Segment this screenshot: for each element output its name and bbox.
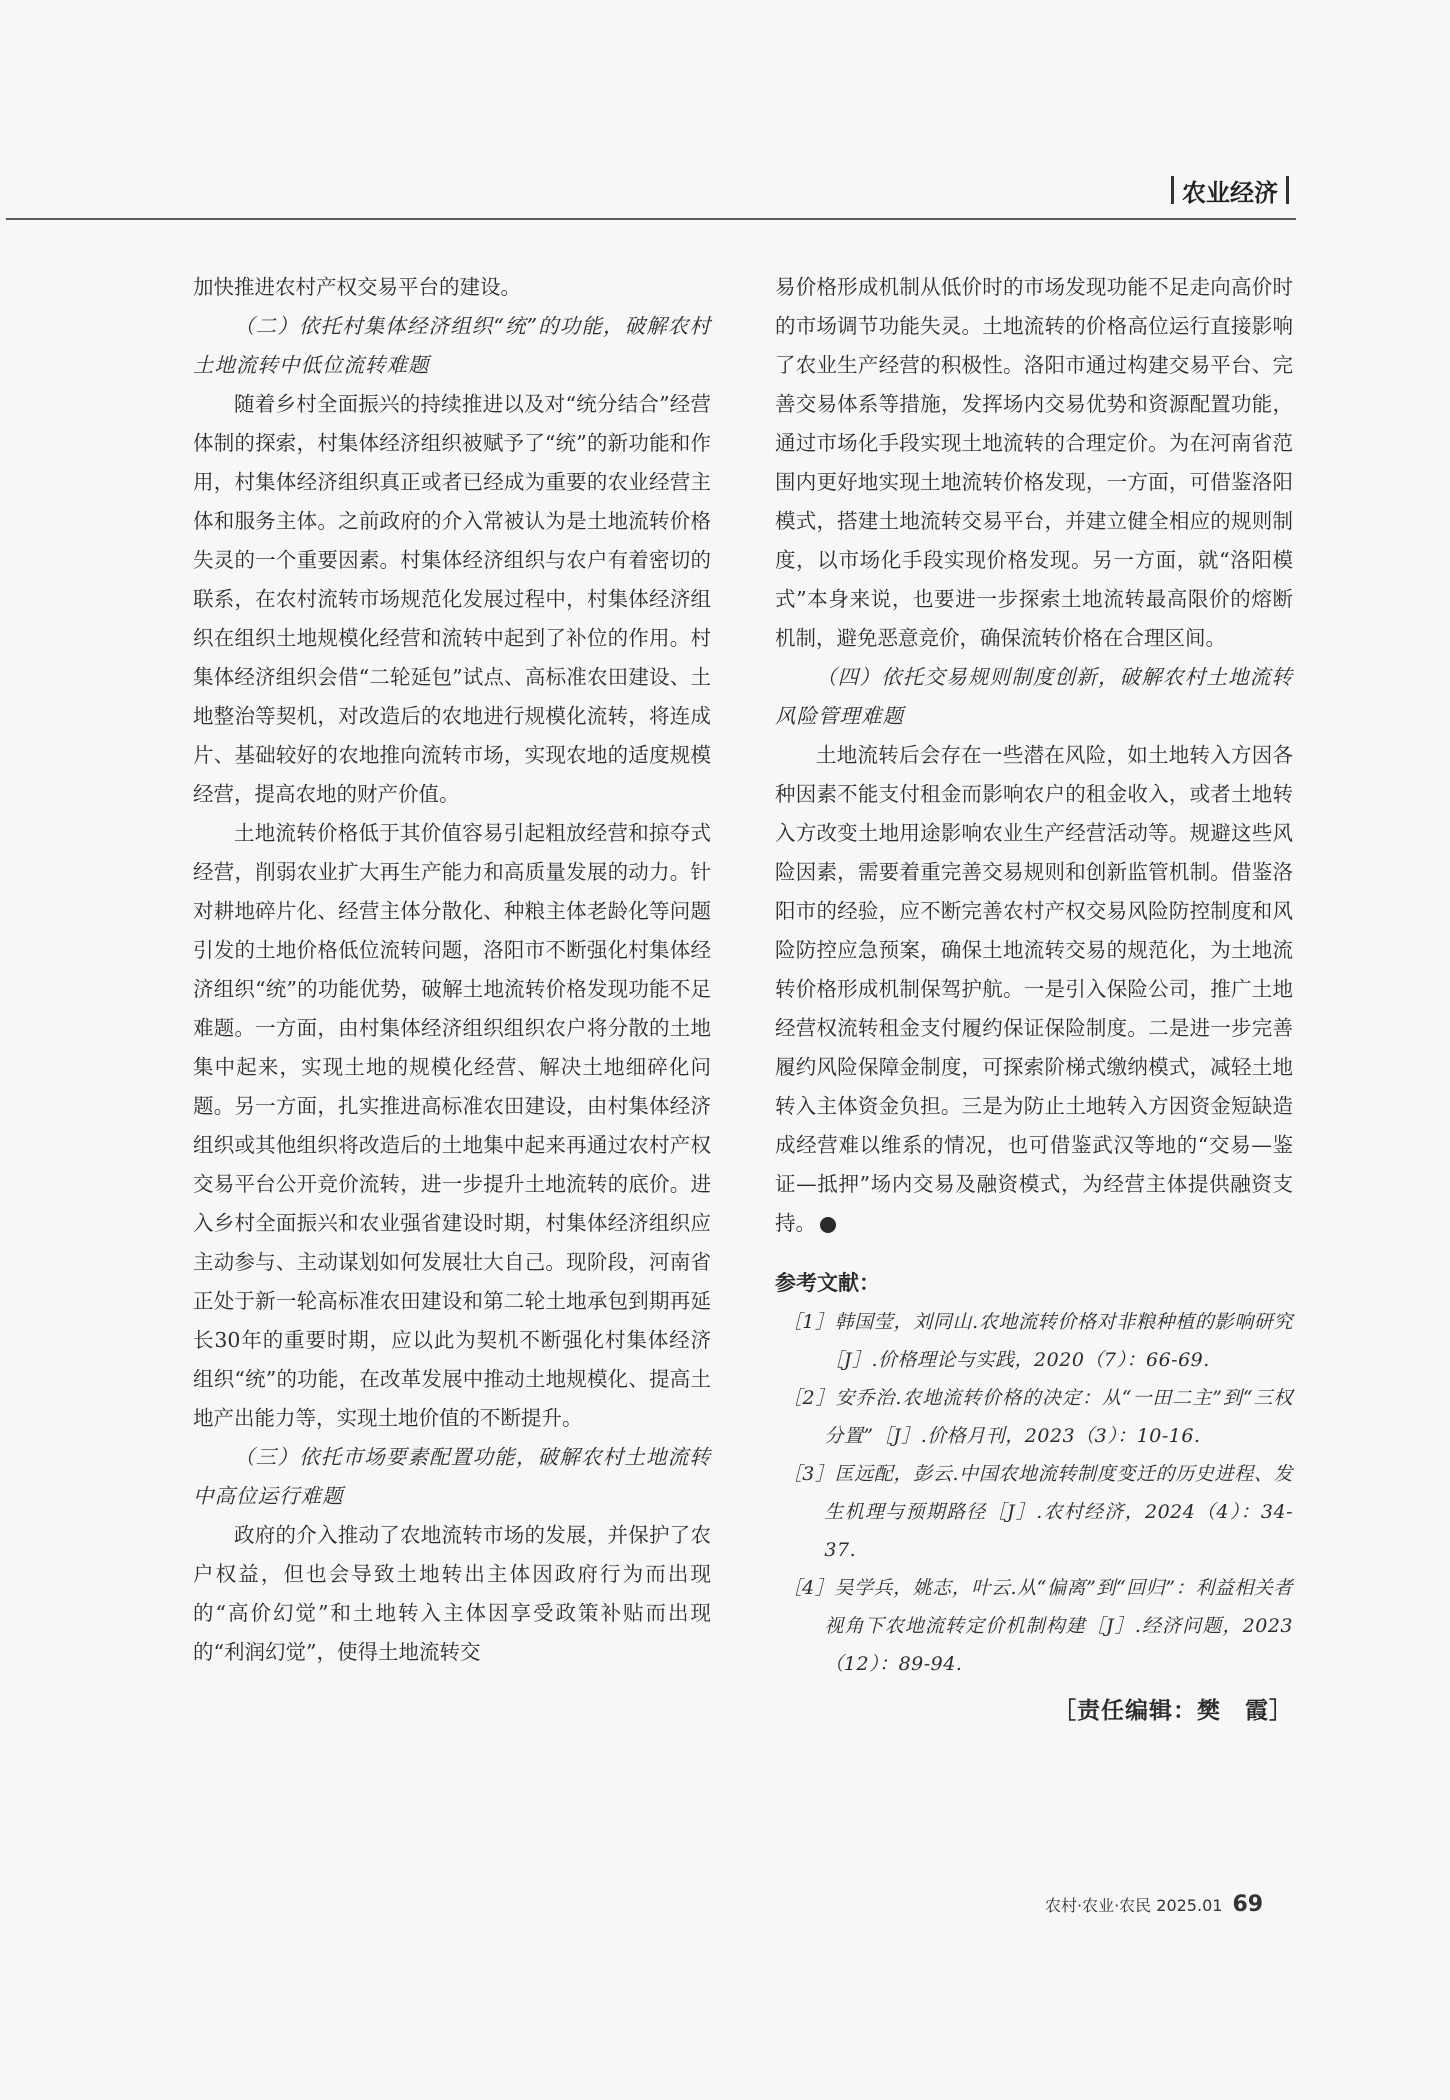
paragraph: 土地流转价格低于其价值容易引起粗放经营和掠夺式经营，削弱农业扩大再生产能力和高质量发展的动力。针对耕地碎片化、经营主体分散化、种粮主体老龄化等问题引发的土地价格低位流转问题，洛阳市不断强化村集体经济组织“统”的功能优势，破解土地流转价格发现功能不足难题。一方面，由村集体经济组织组织农户将分散的土地集中起来，实现土地的规模化经营、解决土地细碎化问题。另一方面，扎实推进高标准农田建设，由村集体经济组织或其他组织将改造后的土地集中起来再通过农村产权交易平台公开竞价流转，进一步提升土地流转的底价。进入乡村全面振兴和农业强省建设时期，村集体经济组织应主动参与、主动谋划如何发展壮大自己。现阶段，河南省正处于新一轮高标准农田建设和第二轮土地承包到期再延长30年的重要时期，应以此为契机不断强化村集体经济组织“统”的功能，在改革发展中推动土地规模化、提高土地产出能力等，实现土地价值的不断提升。: [193, 821, 711, 1430]
references-title: 参考文献：: [775, 1271, 880, 1295]
page-number: 69: [1232, 1892, 1264, 1917]
section-heading-2: （二）依托村集体经济组织“统”的功能，破解农村土地流转中低位流转难题: [193, 314, 711, 377]
journal-name: 农村·农业·农民 2025.01: [1045, 1896, 1223, 1915]
section-heading-3: （三）依托市场要素配置功能，破解农村土地流转中高位运行难题: [193, 1445, 711, 1508]
header-rule: [6, 218, 1296, 220]
section-label: [1163, 170, 1297, 210]
right-column: [775, 268, 1293, 1731]
reference-item: ［3］匡远配，彭云.中国农地流转制度变迁的历史进程、发生机理与预期路径［J］.农村经济，2024（4）：34-37.: [782, 1463, 1293, 1561]
paragraph: 随着乡村全面振兴的持续推进以及对“统分结合”经营体制的探索，村集体经济组织被赋予了“统”的新功能和作用，村集体经济组织真正或者已经成为重要的农业经营主体和服务主体。之前政府的介入常被认为是土地流转价格失灵的一个重要因素。村集体经济组织与农户有着密切的联系，在农村流转市场规范化发展过程中，村集体经济组织在组织土地规模化经营和流转中起到了补位的作用。村集体经济组织会借“二轮延包”试点、高标准农田建设、土地整治等契机，对改造后的农地进行规模化流转，将连成片、基础较好的农地推向流转市场，实现农地的适度规模经营，提高农地的财产价值。: [193, 392, 711, 806]
reference-item: ［1］韩国莹，刘同山.农地流转价格对非粮种植的影响研究［J］.价格理论与实践，2020（7）：66-69.: [782, 1311, 1293, 1371]
paragraph: [775, 736, 1293, 1243]
reference-item: ［4］吴学兵，姚志，叶云.从“偏离”到“回归”：利益相关者视角下农地流转定价机制构建［J］.经济问题，2023（12）：89-94.: [782, 1577, 1293, 1675]
page-footer: [1045, 1892, 1263, 1917]
section-title: 农业经济: [1182, 178, 1278, 207]
reference-item: ［2］安乔治.农地流转价格的决定：从“一田二主”到“三权分置”［J］.价格月刊，2023（3）：10-16.: [782, 1387, 1293, 1447]
paragraph: 政府的介入推动了农地流转市场的发展，并保护了农户权益，但也会导致土地转出主体因政府行为而出现的“高价幻觉”和土地转入主体因享受政策补贴而出现的“利润幻觉”，使得土地流转交: [193, 1523, 711, 1664]
article-end-icon: [820, 1217, 836, 1233]
paragraph: 加快推进农村产权交易平台的建设。: [193, 275, 521, 299]
responsible-editor: ［责任编辑：樊 霞］: [1053, 1698, 1293, 1724]
section-bar-left: [1171, 176, 1174, 204]
section-heading-4: （四）依托交易规则制度创新，破解农村土地流转风险管理难题: [775, 665, 1293, 728]
left-column: [193, 268, 711, 1672]
paragraph: 易价格形成机制从低价时的市场发现功能不足走向高价时的市场调节功能失灵。土地流转的价格高位运行直接影响了农业生产经营的积极性。洛阳市通过构建交易平台、完善交易体系等措施，发挥场内交易优势和资源配置功能，通过市场化手段实现土地流转的合理定价。为在河南省范围内更好地实现土地流转价格发现，一方面，可借鉴洛阳模式，搭建土地流转交易平台，并建立健全相应的规则制度，以市场化手段实现价格发现。另一方面，就“洛阳模式”本身来说，也要进一步探索土地流转最高限价的熔断机制，避免恶意竞价，确保流转价格在合理区间。: [775, 275, 1293, 650]
section-bar-right: [1286, 176, 1289, 204]
paragraph-text: 土地流转后会存在一些潜在风险，如土地转入方因各种因素不能支付租金而影响农户的租金收入，或者土地转入方改变土地用途影响农业生产经营活动等。规避这些风险因素，需要着重完善交易规则和创新监管机制。借鉴洛阳市的经验，应不断完善农村产权交易风险防控制度和风险防控应急预案，确保土地流转交易的规范化，为土地流转价格形成机制保驾护航。一是引入保险公司，推广土地经营权流转租金支付履约保证保险制度。二是进一步完善履约风险保障金制度，可探索阶梯式缴纳模式，减轻土地转入主体资金负担。三是为防止土地转入方因资金短缺造成经营难以维系的情况，也可借鉴武汉等地的“交易—鉴证—抵押”场内交易及融资模式，为经营主体提供融资支持。: [775, 743, 1293, 1235]
